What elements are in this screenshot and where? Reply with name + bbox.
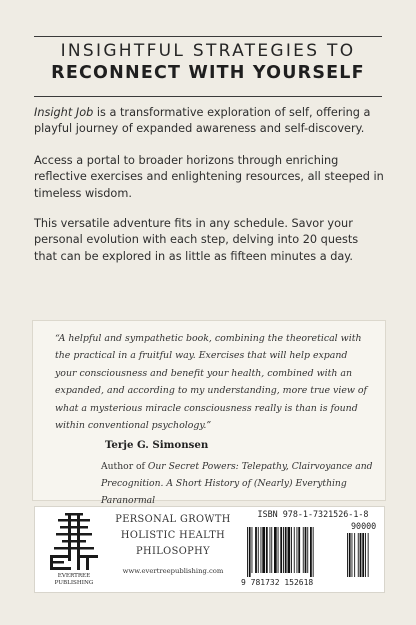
category-3: PHILOSOPHY (136, 546, 210, 557)
credentials-prefix: Author of (101, 461, 148, 472)
credentials-book-title-2: A Short History of (Nearly) Everything Paranormal (101, 478, 347, 506)
publisher-website: www.evertreepublishing.com (122, 567, 224, 575)
evertree-logo (45, 511, 103, 587)
publisher-panel (34, 506, 385, 593)
book-title: Insight Job (34, 106, 94, 119)
review-author: Terje G. Simonsen (105, 439, 209, 451)
credentials-book-title-1: Our Secret Powers: Telepathy, Clairvoyance and Precognition. (101, 461, 373, 489)
isbn-barcode (241, 527, 379, 579)
review-box (32, 320, 386, 506)
top-rule (34, 36, 382, 37)
category-1: PERSONAL GROWTH (115, 514, 231, 525)
tree-icon (50, 513, 98, 570)
review-quote: “A helpful and sympathetic book, combining the theoretical with the practical in a fruitful way. Exercises that will help expand your consciousness and benefit your health, combined with an expanded, and according to my understanding, more true view of what a mysterious miracle consciousness really is than is found within conventional psychology.” (55, 333, 368, 432)
logo-line-2: PUBLISHING (54, 580, 94, 586)
heading-line-1: INSIGHTFUL STRATEGIES TO (60, 41, 356, 61)
description-paragraph-2: Access a portal to broader horizons through enriching reflective exercises and enlightening resources, all steeped in timeless wisdom. (34, 154, 384, 200)
category-2: HOLISTIC HEALTH (120, 530, 226, 541)
description-paragraph-3: This versatile adventure fits in any schedule. Savor your personal evolution with each step, delving into 20 quests that can be explored in as little as fifteen minutes a day. (34, 217, 359, 263)
price-code: 90000 (351, 521, 377, 531)
heading-line-2: RECONNECT WITH YOURSELF (51, 63, 365, 83)
review-author-credentials (101, 458, 381, 509)
ean-digits: 9 781732 152618 (241, 578, 314, 587)
logo-line-1: EVERTREE (57, 573, 91, 579)
description-paragraph-1-text: is a transformative exploration of self, offering a playful journey of expanded awareness and self-discovery. (34, 106, 371, 136)
heading-rule (34, 96, 382, 97)
description-paragraph-1 (34, 105, 384, 138)
isbn-label: ISBN 978-1-7321526-1-8 (257, 509, 369, 519)
